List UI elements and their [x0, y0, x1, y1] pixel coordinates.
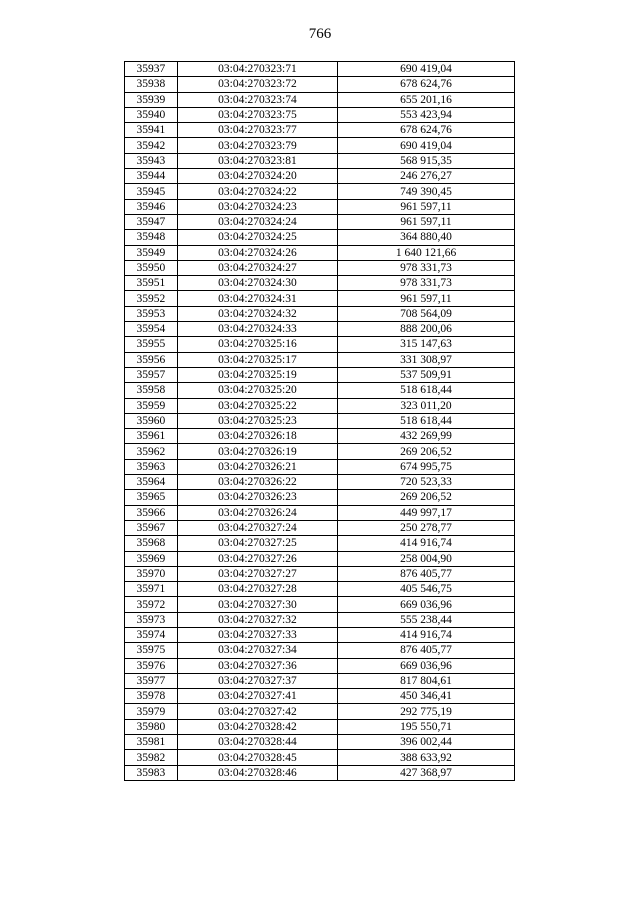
cadastral-number-cell: 03:04:270328:42 [177, 719, 337, 734]
cadastral-number-cell: 03:04:270325:23 [177, 413, 337, 428]
cadastral-number-cell: 03:04:270325:16 [177, 337, 337, 352]
cadastral-value-cell: 449 997,17 [338, 505, 515, 520]
cadastral-number-cell: 03:04:270324:23 [177, 199, 337, 214]
row-number-cell: 35973 [125, 612, 178, 627]
cadastral-number-cell: 03:04:270326:19 [177, 444, 337, 459]
row-number-cell: 35965 [125, 490, 178, 505]
table-row [125, 337, 515, 352]
row-number-cell: 35971 [125, 582, 178, 597]
table-row [125, 750, 515, 765]
cadastral-value-cell: 364 880,40 [338, 230, 515, 245]
table-row [125, 490, 515, 505]
table-row [125, 306, 515, 321]
row-number-cell: 35947 [125, 214, 178, 229]
row-number-cell: 35946 [125, 199, 178, 214]
cadastral-number-cell: 03:04:270324:32 [177, 306, 337, 321]
cadastral-value-cell: 258 004,90 [338, 551, 515, 566]
table-row [125, 673, 515, 688]
row-number-cell: 35967 [125, 520, 178, 535]
row-number-cell: 35955 [125, 337, 178, 352]
table-row [125, 765, 515, 780]
row-number-cell: 35948 [125, 230, 178, 245]
table-row [125, 276, 515, 291]
table-row [125, 123, 515, 138]
table-row [125, 643, 515, 658]
row-number-cell: 35938 [125, 77, 178, 92]
cadastral-number-cell: 03:04:270324:26 [177, 245, 337, 260]
cadastral-value-cell: 961 597,11 [338, 214, 515, 229]
row-number-cell: 35951 [125, 276, 178, 291]
cadastral-number-cell: 03:04:270327:33 [177, 627, 337, 642]
table-row [125, 367, 515, 382]
page-number: 766 [308, 26, 332, 42]
cadastral-value-cell: 568 915,35 [338, 153, 515, 168]
cadastral-value-cell: 195 550,71 [338, 719, 515, 734]
cadastral-number-cell: 03:04:270323:79 [177, 138, 337, 153]
cadastral-value-cell: 518 618,44 [338, 413, 515, 428]
table-row [125, 627, 515, 642]
row-number-cell: 35975 [125, 643, 178, 658]
cadastral-value-cell: 553 423,94 [338, 107, 515, 122]
cadastral-number-cell: 03:04:270324:33 [177, 322, 337, 337]
cadastral-value-cell: 978 331,73 [338, 276, 515, 291]
cadastral-number-cell: 03:04:270327:30 [177, 597, 337, 612]
row-number-cell: 35981 [125, 735, 178, 750]
table-row [125, 719, 515, 734]
cadastral-value-cell: 1 640 121,66 [338, 245, 515, 260]
cadastral-value-cell: 678 624,76 [338, 77, 515, 92]
cadastral-value-cell: 414 916,74 [338, 536, 515, 551]
cadastral-number-cell: 03:04:270327:24 [177, 520, 337, 535]
row-number-cell: 35940 [125, 107, 178, 122]
row-number-cell: 35962 [125, 444, 178, 459]
cadastral-number-cell: 03:04:270327:25 [177, 536, 337, 551]
row-number-cell: 35969 [125, 551, 178, 566]
row-number-cell: 35978 [125, 689, 178, 704]
table-row [125, 704, 515, 719]
cadastral-value-cell: 269 206,52 [338, 444, 515, 459]
table-row [125, 612, 515, 627]
row-number-cell: 35976 [125, 658, 178, 673]
cadastral-value-cell: 669 036,96 [338, 597, 515, 612]
table-row [125, 153, 515, 168]
cadastral-number-cell: 03:04:270323:75 [177, 107, 337, 122]
table-row [125, 169, 515, 184]
table-row [125, 658, 515, 673]
cadastral-value-cell: 961 597,11 [338, 199, 515, 214]
cadastral-number-cell: 03:04:270324:22 [177, 184, 337, 199]
row-number-cell: 35964 [125, 475, 178, 490]
cadastral-number-cell: 03:04:270328:45 [177, 750, 337, 765]
cadastral-number-cell: 03:04:270327:41 [177, 689, 337, 704]
table-row [125, 62, 515, 77]
cadastral-number-cell: 03:04:270323:72 [177, 77, 337, 92]
cadastral-number-cell: 03:04:270325:22 [177, 398, 337, 413]
cadastral-value-cell: 250 278,77 [338, 520, 515, 535]
table-row [125, 582, 515, 597]
row-number-cell: 35980 [125, 719, 178, 734]
cadastral-number-cell: 03:04:270324:31 [177, 291, 337, 306]
cadastral-value-cell: 396 002,44 [338, 735, 515, 750]
table-row [125, 398, 515, 413]
cadastral-number-cell: 03:04:270326:22 [177, 475, 337, 490]
row-number-cell: 35979 [125, 704, 178, 719]
row-number-cell: 35960 [125, 413, 178, 428]
row-number-cell: 35977 [125, 673, 178, 688]
cadastral-value-cell: 708 564,09 [338, 306, 515, 321]
cadastral-value-cell: 388 633,92 [338, 750, 515, 765]
row-number-cell: 35958 [125, 383, 178, 398]
cadastral-value-cell: 292 775,19 [338, 704, 515, 719]
table-row [125, 536, 515, 551]
cadastral-number-cell: 03:04:270325:20 [177, 383, 337, 398]
table-row [125, 429, 515, 444]
cadastral-number-cell: 03:04:270325:19 [177, 367, 337, 382]
cadastral-value-cell: 518 618,44 [338, 383, 515, 398]
table-row [125, 444, 515, 459]
table-row [125, 551, 515, 566]
row-number-cell: 35966 [125, 505, 178, 520]
table-row [125, 92, 515, 107]
row-number-cell: 35954 [125, 322, 178, 337]
cadastral-number-cell: 03:04:270326:18 [177, 429, 337, 444]
row-number-cell: 35952 [125, 291, 178, 306]
cadastral-number-cell: 03:04:270327:28 [177, 582, 337, 597]
table-row [125, 566, 515, 581]
cadastral-value-cell: 269 206,52 [338, 490, 515, 505]
cadastral-number-cell: 03:04:270328:46 [177, 765, 337, 780]
cadastral-value-cell: 876 405,77 [338, 643, 515, 658]
table-row [125, 597, 515, 612]
cadastral-number-cell: 03:04:270324:24 [177, 214, 337, 229]
row-number-cell: 35963 [125, 459, 178, 474]
table-row [125, 459, 515, 474]
cadastral-value-cell: 246 276,27 [338, 169, 515, 184]
table-row [125, 184, 515, 199]
cadastral-value-cell: 331 308,97 [338, 352, 515, 367]
cadastral-number-cell: 03:04:270323:81 [177, 153, 337, 168]
table-row [125, 352, 515, 367]
row-number-cell: 35972 [125, 597, 178, 612]
row-number-cell: 35945 [125, 184, 178, 199]
table-row [125, 107, 515, 122]
table-row [125, 383, 515, 398]
cadastral-value-cell: 450 346,41 [338, 689, 515, 704]
cadastral-number-cell: 03:04:270324:27 [177, 260, 337, 275]
cadastral-value-cell: 674 995,75 [338, 459, 515, 474]
table-row [125, 77, 515, 92]
cadastral-value-cell: 817 804,61 [338, 673, 515, 688]
table-row [125, 322, 515, 337]
row-number-cell: 35953 [125, 306, 178, 321]
cadastral-value-table [124, 61, 515, 781]
cadastral-value-cell: 978 331,73 [338, 260, 515, 275]
table-row [125, 230, 515, 245]
row-number-cell: 35968 [125, 536, 178, 551]
table-row [125, 214, 515, 229]
row-number-cell: 35957 [125, 367, 178, 382]
table-row [125, 260, 515, 275]
cadastral-value-cell: 876 405,77 [338, 566, 515, 581]
cadastral-value-cell: 405 546,75 [338, 582, 515, 597]
cadastral-number-cell: 03:04:270326:21 [177, 459, 337, 474]
table-row [125, 413, 515, 428]
cadastral-number-cell: 03:04:270327:27 [177, 566, 337, 581]
cadastral-value-cell: 427 368,97 [338, 765, 515, 780]
cadastral-number-cell: 03:04:270323:74 [177, 92, 337, 107]
cadastral-number-cell: 03:04:270324:30 [177, 276, 337, 291]
cadastral-value-cell: 678 624,76 [338, 123, 515, 138]
row-number-cell: 35983 [125, 765, 178, 780]
row-number-cell: 35970 [125, 566, 178, 581]
cadastral-number-cell: 03:04:270326:23 [177, 490, 337, 505]
cadastral-number-cell: 03:04:270326:24 [177, 505, 337, 520]
cadastral-value-cell: 669 036,96 [338, 658, 515, 673]
cadastral-number-cell: 03:04:270325:17 [177, 352, 337, 367]
cadastral-value-cell: 414 916,74 [338, 627, 515, 642]
cadastral-value-cell: 961 597,11 [338, 291, 515, 306]
cadastral-value-cell: 690 419,04 [338, 138, 515, 153]
row-number-cell: 35956 [125, 352, 178, 367]
row-number-cell: 35944 [125, 169, 178, 184]
cadastral-number-cell: 03:04:270327:26 [177, 551, 337, 566]
row-number-cell: 35982 [125, 750, 178, 765]
row-number-cell: 35961 [125, 429, 178, 444]
row-number-cell: 35950 [125, 260, 178, 275]
cadastral-value-cell: 555 238,44 [338, 612, 515, 627]
table-row [125, 138, 515, 153]
table-body [125, 62, 515, 781]
cadastral-value-cell: 655 201,16 [338, 92, 515, 107]
cadastral-number-cell: 03:04:270328:44 [177, 735, 337, 750]
cadastral-number-cell: 03:04:270327:37 [177, 673, 337, 688]
row-number-cell: 35959 [125, 398, 178, 413]
cadastral-number-cell: 03:04:270324:20 [177, 169, 337, 184]
table-row [125, 291, 515, 306]
table-row [125, 505, 515, 520]
cadastral-value-cell: 537 509,91 [338, 367, 515, 382]
row-number-cell: 35949 [125, 245, 178, 260]
table-row [125, 735, 515, 750]
cadastral-value-cell: 888 200,06 [338, 322, 515, 337]
cadastral-number-cell: 03:04:270327:34 [177, 643, 337, 658]
cadastral-value-cell: 432 269,99 [338, 429, 515, 444]
cadastral-number-cell: 03:04:270324:25 [177, 230, 337, 245]
cadastral-number-cell: 03:04:270323:71 [177, 62, 337, 77]
row-number-cell: 35974 [125, 627, 178, 642]
row-number-cell: 35942 [125, 138, 178, 153]
cadastral-value-cell: 315 147,63 [338, 337, 515, 352]
table-row [125, 245, 515, 260]
table-row [125, 689, 515, 704]
row-number-cell: 35937 [125, 62, 178, 77]
cadastral-number-cell: 03:04:270327:36 [177, 658, 337, 673]
row-number-cell: 35939 [125, 92, 178, 107]
row-number-cell: 35941 [125, 123, 178, 138]
table-row [125, 199, 515, 214]
cadastral-number-cell: 03:04:270323:77 [177, 123, 337, 138]
table-row [125, 520, 515, 535]
cadastral-value-cell: 323 011,20 [338, 398, 515, 413]
cadastral-number-cell: 03:04:270327:42 [177, 704, 337, 719]
cadastral-number-cell: 03:04:270327:32 [177, 612, 337, 627]
cadastral-value-cell: 749 390,45 [338, 184, 515, 199]
cadastral-value-cell: 690 419,04 [338, 62, 515, 77]
cadastral-value-cell: 720 523,33 [338, 475, 515, 490]
table-row [125, 475, 515, 490]
row-number-cell: 35943 [125, 153, 178, 168]
